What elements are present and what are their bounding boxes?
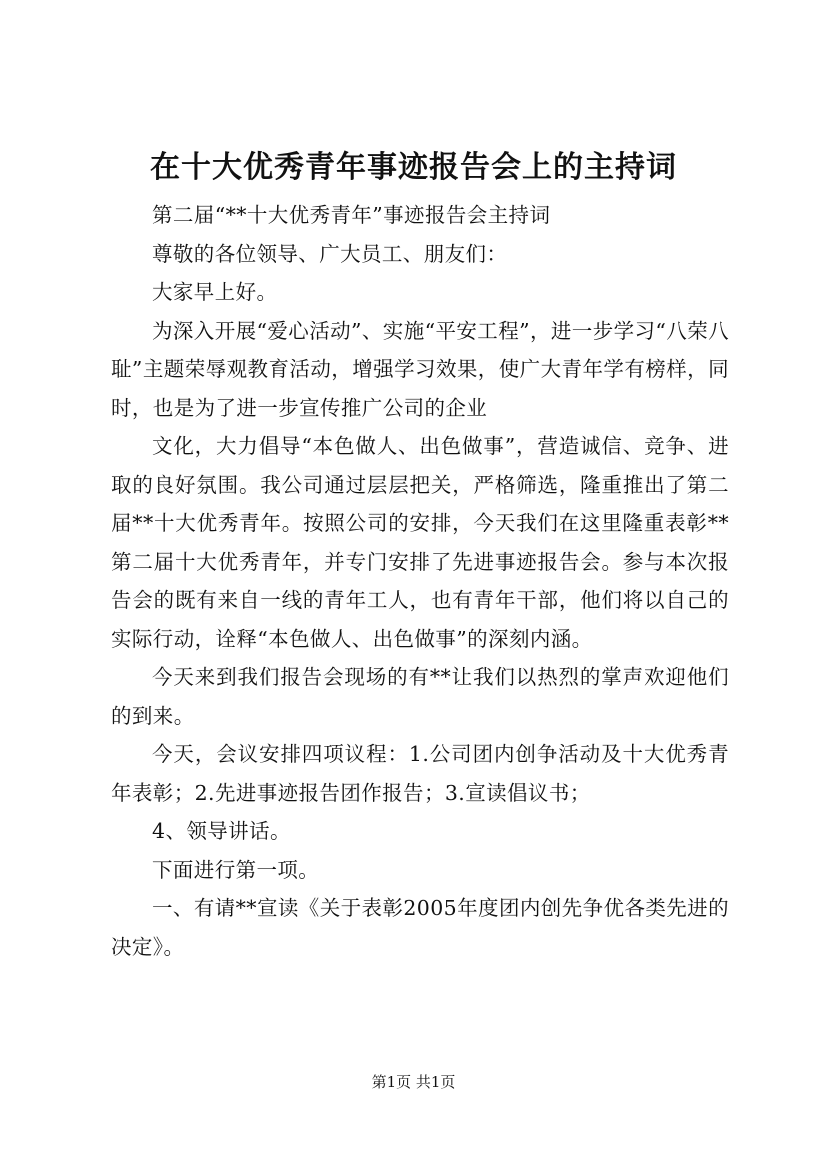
paragraph-greeting: 大家早上好。 xyxy=(152,280,278,304)
document-title: 在十大优秀青年事迹报告会上的主持词 xyxy=(150,150,677,185)
document-body xyxy=(111,196,729,966)
paragraph-agenda-item-4: 4、领导讲话。 xyxy=(152,819,291,843)
paragraph-salutation: 尊敬的各位领导、广大员工、朋友们： xyxy=(152,241,508,266)
paragraph-welcome: 今天来到我们报告会现场的有**让我们以热烈的掌声欢迎他们的到来。 xyxy=(111,665,729,728)
paragraph-purpose: 为深入开展“爱心活动”、实施“平安工程”，进一步学习“八荣八耻”主题荣辱观教育活动，增强学习效果，使广大青年学有榜样，同时，也是为了进一步宣传推广公司的企业 xyxy=(111,318,729,420)
paragraph-culture: 文化，大力倡导“本色做人、出色做事”，营造诚信、竞争、进取的良好氛围。我公司通过层层把关，严格筛选，隆重推出了第二届**十大优秀青年。按照公司的安排，今天我们在这里隆重表彰**第二届十大优秀青年，并专门安排了先进事迹报告会。参与本次报告会的既有来自一线的青年工人，也有青年干部，他们将以自己的实际行动，诠释“本色做人、出色做事”的深刻内涵。 xyxy=(111,434,729,651)
paragraph-announcement: 一、有请**宣读《关于表彰2005年度团内创先争优各类先进的决定》。 xyxy=(111,896,729,959)
paragraph-agenda: 今天，会议安排四项议程：1.公司团内创争活动及十大优秀青年表彰；2.先进事迹报告团作报告；3.宣读倡议书； xyxy=(111,742,729,805)
page-footer: 第1页 共1页 xyxy=(371,1073,456,1091)
paragraph-first-item: 下面进行第一项。 xyxy=(152,857,320,882)
paragraph-subtitle: 第二届“**十大优秀青年”事迹报告会主持词 xyxy=(152,203,551,227)
